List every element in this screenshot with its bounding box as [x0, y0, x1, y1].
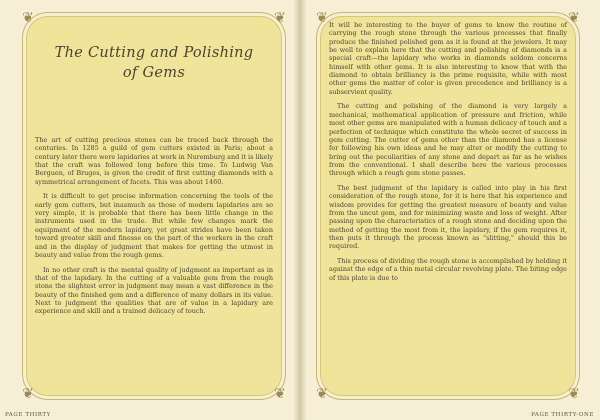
- ornament-icon: ❦: [568, 10, 580, 26]
- ornament-icon: ❦: [568, 386, 580, 402]
- paragraph: It will be interesting to the buyer of gems to know the routine of carrying the rough stone through the various processes that finally produce the finished polished gem as it is found at the jewelers. It may be well to explain here that the cutting and polishing of diamonds is a special craft—the lapidary who works in diamonds seldom concerns himself with other gems. It is also interesting to know that with the diamond to obtain brilliancy is the prime requisite, while with most other gems the matter of color is given precedence and brilliancy is a subservient quality.: [329, 21, 567, 96]
- paragraph: This process of dividing the rough stone is accomplished by holding it against the edge of a thin metal circular revolving plate. The biting edge of this plate is due to: [329, 257, 567, 282]
- ornament-icon: ❦: [22, 10, 34, 26]
- ornament-icon: ❦: [274, 10, 286, 26]
- page-number: PAGE THIRTY-ONE: [531, 412, 594, 418]
- left-body-text: [35, 136, 273, 322]
- chapter-title-line: The Cutting and Polishing: [54, 45, 254, 61]
- chapter-title-line: of Gems: [122, 65, 186, 81]
- page-number: PAGE THIRTY: [5, 412, 51, 418]
- ornament-icon: ❦: [316, 386, 328, 402]
- ornament-icon: ❦: [22, 386, 34, 402]
- paragraph: The cutting and polishing of the diamond is very largely a mechanical, mathematical application of pressure and friction, while most other gems are manipulated with a human delicacy of touch and a perfection of technique which constitute the whole secret of success in gem cutting. The cutter of gems other than the diamond has a license for following his own ideas and he may alter or modify the cutting to bring out the peculiarities of any stone and depart as far as he wishes from the conventional. I shall describe here the various processes through which a rough gem stone passes.: [329, 102, 567, 178]
- paragraph: The art of cutting precious stones can be traced back through the centuries. In 1285 a guild of gem cutters existed in Paris; about a century later there were lapidaries at work in Nuremburg and it is likely that the craft was followed long before this time. To Ludwig Van Berguen, of Bruges, is given the credit of first cutting diamonds with a symmetrical arrangement of facets. This was about 1460.: [35, 136, 273, 186]
- right-text-panel: [316, 12, 580, 400]
- paragraph: In no other craft is the mental quality of judgment as important as in that of the lapidary. In the cutting of a valuable gem from the rough stone the slightest error in judgment may mean a vast difference in the beauty of the finished gem and a difference of many dollars in its value. Next to judgment the qualities that are of value in a lapidary are experience and skill and a trained delicacy of touch.: [35, 265, 273, 316]
- ornament-icon: ❦: [274, 386, 286, 402]
- chapter-title: [23, 43, 285, 83]
- right-body-text: [329, 21, 567, 289]
- paragraph: It is difficult to get precise information concerning the tools of the early gem cutters, but inasmuch as those of modern lapidaries are so very simple, it is probable that there has been little change in the instruments used in the trade. But while few changes mark the equipment of the modern lapidary, yet great strides have been taken toward greater skill and finesse on the part of the workers in the craft and in the display of judgment that makes for getting the utmost in beauty and value from the rough gems.: [35, 192, 273, 259]
- right-page: [300, 0, 600, 420]
- left-text-panel: [22, 12, 286, 400]
- paragraph: The best judgment of the lapidary is called into play in his first consideration of the rough stone, for it is here that his experience and wisdom provides for getting the greatest measure of beauty and value from the uncut gem, and for minimizing waste and loss of weight. After passing upon the characteristics of a rough stone and deciding upon the method of getting the most from it, the lapidary, if the gem requires it, then puts it through the process known as "slitting," should this be required.: [329, 183, 567, 251]
- ornament-icon: ❦: [316, 10, 328, 26]
- book-gutter: [293, 0, 307, 420]
